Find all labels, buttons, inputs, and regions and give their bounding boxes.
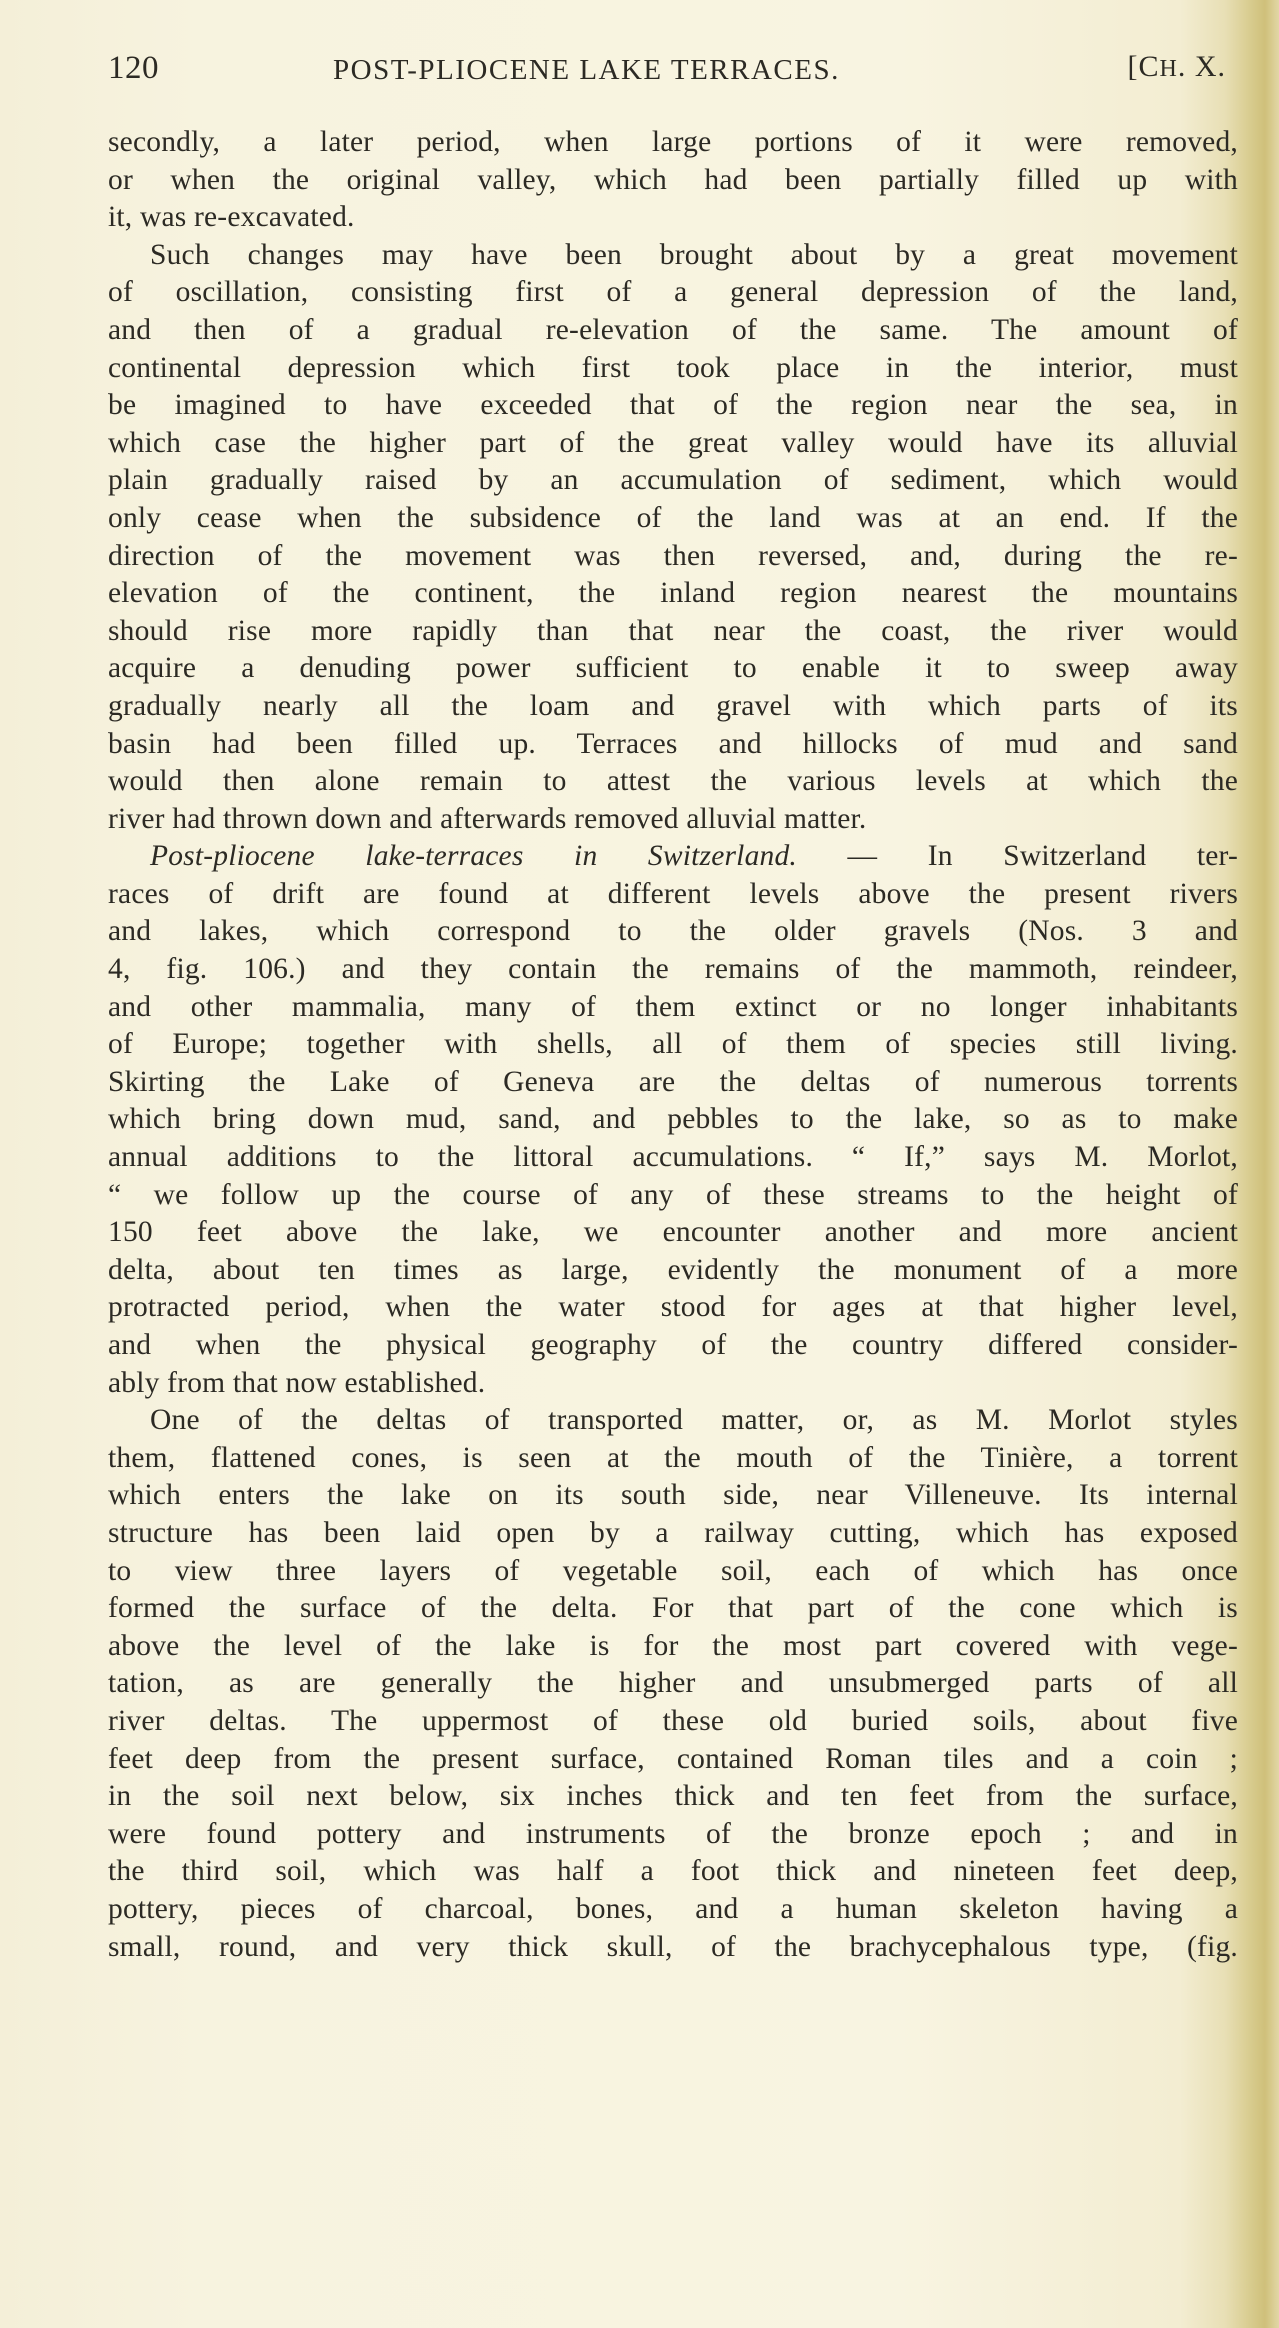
text-line: basin had been filled up. Terraces and hillocks of mud and sand: [108, 727, 1238, 760]
text-line: acquire a denuding power sufficient to enable it to sweep away: [108, 652, 1238, 685]
text-line: plain gradually raised by an accumulation of sediment, which would: [108, 464, 1238, 497]
paragraph-3: [108, 838, 1238, 1402]
text-line: or when the original valley, which had been partially filled up with: [108, 163, 1238, 196]
paragraph-1: [108, 124, 1238, 237]
chapter-ref-rest: . X.: [1177, 50, 1226, 83]
text-line: to view three layers of vegetable soil, each of which has once: [108, 1554, 1238, 1587]
text-line: One of the deltas of transported matter, or, as M. Morlot styles: [150, 1404, 1238, 1437]
text-line: pottery, pieces of charcoal, bones, and a human skeleton having a: [108, 1892, 1238, 1925]
text-line: formed the surface of the delta. For that part of the cone which is: [108, 1592, 1238, 1625]
text-line: which enters the lake on its south side, near Villeneuve. Its internal: [108, 1479, 1238, 1512]
text-line: the third soil, which was half a foot thick and nineteen feet deep,: [108, 1855, 1238, 1888]
text-line: would then alone remain to attest the various levels at which the: [108, 765, 1238, 798]
section-lead-text: — In Switzerland ter-: [797, 840, 1238, 873]
text-line: which bring down mud, sand, and pebbles to the lake, so as to make: [108, 1103, 1238, 1136]
text-line: should rise more rapidly than that near the coast, the river would: [108, 614, 1238, 647]
text-line: continental depression which first took place in the interior, must: [108, 351, 1238, 384]
text-line: gradually nearly all the loam and gravel with which parts of its: [108, 689, 1238, 722]
text-line: tation, as are generally the higher and unsubmerged parts of all: [108, 1667, 1238, 1700]
text-line: river had thrown down and afterwards removed alluvial matter.: [108, 802, 867, 835]
running-title: POST-PLIOCENE LAKE TERRACES.: [333, 54, 840, 86]
section-lead-line: [108, 838, 1238, 876]
text-line: 4, fig. 106.) and they contain the remains of the mammoth, reindeer,: [108, 953, 1238, 986]
text-line: them, flattened cones, is seen at the mouth of the Tinière, a torrent: [108, 1441, 1238, 1474]
text-line: it, was re-excavated.: [108, 201, 355, 234]
text-line: delta, about ten times as large, evidently the monument of a more: [108, 1253, 1238, 1286]
text-line: annual additions to the littoral accumulations. “ If,” says M. Morlot,: [108, 1141, 1238, 1174]
text-line: which case the higher part of the great valley would have its alluvial: [108, 426, 1238, 459]
text-line: river deltas. The uppermost of these old buried soils, about five: [108, 1704, 1238, 1737]
text-line: and then of a gradual re-elevation of the same. The amount of: [108, 313, 1238, 346]
text-line: feet deep from the present surface, contained Roman tiles and a coin ;: [108, 1742, 1238, 1775]
text-line: protracted period, when the water stood for ages at that higher level,: [108, 1291, 1238, 1324]
page-number: 120: [108, 50, 159, 86]
text-line: small, round, and very thick skull, of the brachycephalous type, (fig.: [108, 1930, 1238, 1963]
text-line: and when the physical geography of the country differed consider-: [108, 1329, 1238, 1361]
paragraph-2: [108, 237, 1238, 839]
text-line: and other mammalia, many of them extinct or no longer inhabitants: [108, 990, 1238, 1023]
text-line: “ we follow up the course of any of these streams to the height of: [108, 1178, 1238, 1211]
body-text: [108, 124, 1238, 1966]
text-line: 150 feet above the lake, we encounter another and more ancient: [108, 1216, 1238, 1249]
text-line: races of drift are found at different levels above the present rivers: [108, 877, 1238, 910]
text-line: secondly, a later period, when large portions of it were removed,: [108, 126, 1238, 158]
text-line: in the soil next below, six inches thick and ten feet from the surface,: [108, 1780, 1238, 1813]
text-line: of Europe; together with shells, all of them of species still living.: [108, 1028, 1238, 1061]
text-line: structure has been laid open by a railway cutting, which has exposed: [108, 1516, 1238, 1549]
chapter-ref-smallcaps: H: [1159, 56, 1178, 82]
text-line: elevation of the continent, the inland region nearest the mountains: [108, 577, 1238, 610]
page-header: [108, 50, 1246, 110]
chapter-reference: [1127, 50, 1226, 84]
text-line: and lakes, which correspond to the older gravels (Nos. 3 and: [108, 915, 1238, 948]
paragraph-4: [108, 1402, 1238, 1966]
text-line: Such changes may have been brought about by a great movement: [150, 238, 1238, 271]
text-line: Skirting the Lake of Geneva are the deltas of numerous torrents: [108, 1065, 1238, 1098]
text-line: only cease when the subsidence of the land was at an end. If the: [108, 501, 1238, 534]
text-line: ably from that now established.: [108, 1366, 486, 1399]
text-line: above the level of the lake is for the most part covered with vege-: [108, 1629, 1238, 1662]
text-line: of oscillation, consisting first of a general depression of the land,: [108, 276, 1238, 309]
section-heading-italic: Post-pliocene lake-terraces in Switzerland.: [150, 840, 797, 873]
chapter-ref-bracket: [C: [1127, 50, 1160, 83]
text-line: be imagined to have exceeded that of the region near the sea, in: [108, 389, 1238, 422]
text-line: direction of the movement was then reversed, and, during the re-: [108, 539, 1238, 572]
text-line: were found pottery and instruments of the bronze epoch ; and in: [108, 1817, 1238, 1850]
